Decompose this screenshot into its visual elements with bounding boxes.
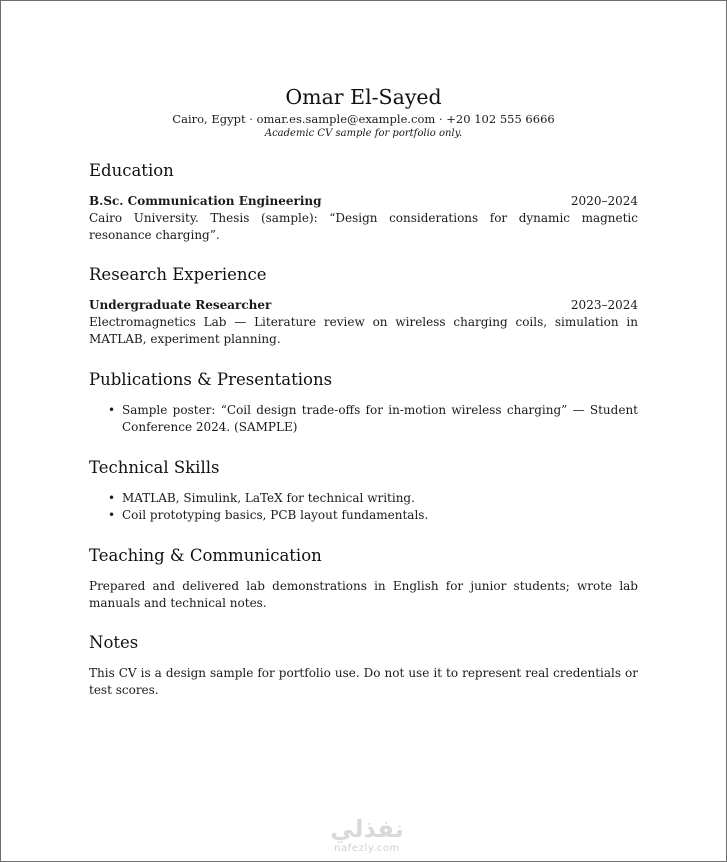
- watermark-url: nafezly.com: [334, 843, 400, 854]
- list-item: [89, 402, 638, 436]
- education-entry-head: [89, 193, 638, 210]
- skill-text: Coil prototyping basics, PCB layout fundamentals.: [122, 508, 429, 522]
- skills-list: [89, 490, 638, 524]
- research-heading: Research Experience: [89, 265, 267, 284]
- bullet-icon: •: [108, 508, 116, 522]
- cv-header: [89, 85, 638, 140]
- watermark: [322, 815, 412, 855]
- publications-list: [89, 402, 638, 436]
- notes-heading: Notes: [89, 633, 139, 652]
- list-item: [89, 490, 638, 507]
- skill-text: MATLAB, Simulink, LaTeX for technical writing.: [122, 491, 415, 505]
- role-title: Undergraduate Researcher: [89, 298, 272, 312]
- list-item: [89, 507, 638, 524]
- contact-line: Cairo, Egypt · omar.es.sample@example.com · +20 102 555 6666: [172, 112, 555, 126]
- teaching-heading: Teaching & Communication: [89, 546, 322, 565]
- sample-note: Academic CV sample for portfolio only.: [264, 128, 463, 139]
- skills-heading: Technical Skills: [89, 458, 220, 477]
- publication-text: Sample poster: “Coil design trade-offs for in-motion wireless charging” — Student Conference 2024. (SAMPLE): [122, 403, 638, 434]
- education-details: Cairo University. Thesis (sample): “Design considerations for dynamic magnetic resonance charging”.: [89, 211, 638, 242]
- degree-dates: 2020–2024: [570, 194, 638, 208]
- role-dates: 2023–2024: [570, 298, 638, 312]
- person-name: Omar El-Sayed: [285, 85, 442, 109]
- notes-text: This CV is a design sample for portfolio use. Do not use it to represent real credentials or test scores.: [89, 666, 638, 697]
- teaching-text: Prepared and delivered lab demonstrations in English for junior students; wrote lab manuals and technical notes.: [89, 579, 638, 610]
- research-section: [89, 265, 638, 348]
- skills-section: [89, 458, 638, 524]
- bullet-icon: •: [108, 491, 116, 505]
- education-heading: Education: [89, 161, 174, 180]
- degree-title: B.Sc. Communication Engineering: [89, 194, 322, 208]
- education-section: [89, 161, 638, 244]
- publications-section: [89, 370, 638, 436]
- watermark-logo: نفذلي: [330, 815, 404, 843]
- research-entry-head: [89, 297, 638, 314]
- teaching-section: [89, 546, 638, 612]
- notes-section: [89, 633, 638, 699]
- research-details: Electromagnetics Lab — Literature review on wireless charging coils, simulation in MATLAB, experiment planning.: [89, 315, 638, 346]
- publications-heading: Publications & Presentations: [89, 370, 333, 389]
- bullet-icon: •: [108, 403, 116, 417]
